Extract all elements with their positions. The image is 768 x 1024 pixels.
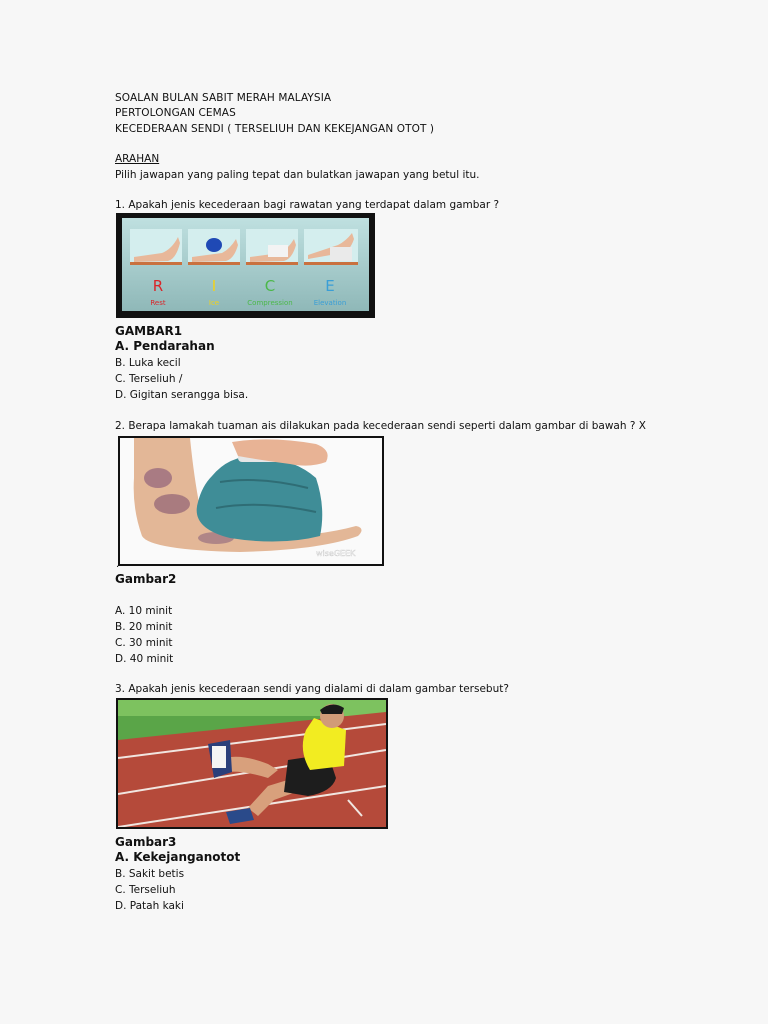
figure-3-caption: Gambar3: [115, 835, 177, 849]
compression-panel: [246, 229, 298, 265]
q2-option-d[interactable]: D. 40 minit: [115, 653, 174, 665]
rice-letter-r: R: [152, 277, 164, 295]
rest-panel: [130, 229, 182, 265]
q1-option-b[interactable]: B. Luka kecil: [115, 357, 181, 369]
rice-figure: [116, 213, 375, 318]
question-1: 1. Apakah jenis kecederaan bagi rawatan yang terdapat dalam gambar ?: [115, 199, 500, 211]
rice-word-elevation: Elevation: [313, 299, 347, 307]
header-line-1: SOALAN BULAN SABIT MERAH MALAYSIA: [115, 92, 332, 104]
rice-letter-e: E: [325, 277, 335, 295]
rice-letter-c: C: [264, 277, 276, 295]
q3-option-a[interactable]: A. Kekejanganotot: [115, 850, 241, 864]
q2-option-a[interactable]: A. 10 minit: [115, 605, 173, 617]
cramp-figure: [116, 698, 388, 829]
question-2: 2. Berapa lamakah tuaman ais dilakukan pada kecederaan sendi seperti dalam gambar di bawah ? X: [115, 420, 646, 432]
watermark-text: wiseGEEK: [316, 549, 356, 558]
elevation-panel: [304, 229, 358, 265]
question-3: 3. Apakah jenis kecederaan sendi yang dialami di dalam gambar tersebut?: [115, 683, 509, 695]
ice-panel: [188, 229, 240, 265]
q1-option-c[interactable]: C. Terseliuh /: [115, 373, 183, 385]
rice-word-rest: Rest: [150, 299, 166, 307]
q2-option-c[interactable]: C. 30 minit: [115, 637, 173, 649]
rice-word-compression: Compression: [247, 299, 293, 307]
rice-letter-i: I: [211, 277, 217, 295]
ice-pack-photo: [120, 438, 382, 564]
rice-word-ice: Ice: [208, 299, 220, 307]
cramp-photo: [118, 700, 386, 827]
figure-2-caption: Gambar2: [115, 572, 177, 586]
q2-option-b[interactable]: B. 20 minit: [115, 621, 173, 633]
q3-option-b[interactable]: B. Sakit betis: [115, 868, 185, 880]
q3-option-d[interactable]: D. Patah kaki: [115, 900, 184, 912]
q1-option-d[interactable]: D. Gigitan serangga bisa.: [115, 389, 249, 401]
instructions-text: Pilih jawapan yang paling tepat dan bulatkan jawapan yang betul itu.: [115, 169, 480, 181]
header-line-3: KECEDERAAN SENDI ( TERSELIUH DAN KEKEJANGAN OTOT ): [115, 123, 435, 135]
ice-pack-figure: [118, 436, 384, 566]
stray-mark: .: [116, 559, 120, 570]
q1-option-a[interactable]: A. Pendarahan: [115, 339, 215, 353]
header-line-2: PERTOLONGAN CEMAS: [115, 107, 236, 119]
figure-1-caption: GAMBAR1: [115, 324, 183, 338]
rice-illustration: [118, 215, 373, 316]
instructions-heading: ARAHAN: [115, 153, 160, 165]
q3-option-c[interactable]: C. Terseliuh: [115, 884, 176, 896]
